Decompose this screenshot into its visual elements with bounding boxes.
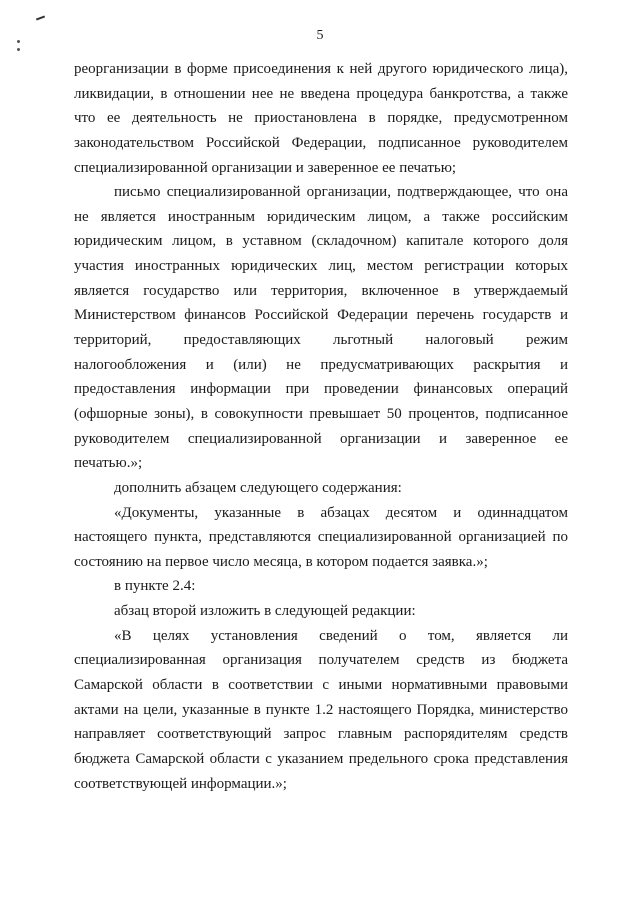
text-line: состоянию на первое число месяца, в котором подается заявка.»;: [74, 553, 488, 570]
page-number: 5: [316, 28, 324, 43]
text-line: Самарской области в соответствии с иными нормативными правовыми: [74, 677, 568, 694]
text-line: направляет соответствующий запрос главным распорядителям средств: [74, 726, 568, 743]
text-line: дополнить абзацем следующего содержания:: [114, 479, 402, 496]
text-line: что ее деятельность не приостановлена в порядке, предусмотренном: [74, 110, 568, 127]
text-line: Министерством финансов Российской Федерации перечень государств и: [74, 307, 568, 324]
text-line: в пункте 2.4:: [114, 578, 196, 595]
text-line: письмо специализированной организации, подтверждающее, что она: [114, 184, 568, 201]
text-line: абзац второй изложить в следующей редакции:: [114, 603, 416, 620]
text-line: (офшорные зоны), в совокупности превышает 50 процентов, подписанное: [74, 405, 568, 422]
text-line: соответствующей информации.»;: [74, 775, 287, 792]
text-line: законодательством Российской Федерации, подписанное руководителем: [74, 134, 568, 151]
text-line: печатью.»;: [74, 455, 143, 472]
text-line: настоящего пункта, представляются специализированной организацией по: [74, 529, 568, 546]
text-line: актами на цели, указанные в пункте 1.2 настоящего Порядка, министерство: [74, 701, 568, 718]
text-line: специализированной организации и заверенное ее печатью;: [74, 159, 457, 176]
margin-mark: [36, 16, 45, 21]
margin-dot: [17, 48, 20, 51]
text-line: предоставления информации при проведении финансовых операций: [74, 381, 568, 398]
text-line: участия иностранных юридических лиц, местом регистрации которых: [74, 258, 568, 275]
text-line: юридическим лицом, в уставном (складочном) капитале которого доля: [74, 233, 568, 250]
text-line: «Документы, указанные в абзацах десятом и одиннадцатом: [114, 504, 568, 521]
text-line: специализированная организация получателем средств из бюджета: [74, 652, 568, 669]
text-line: налогообложения и (или) не предусматривающих раскрытия и: [74, 356, 568, 373]
text-line: реорганизации в форме присоединения к ней другого юридического лица),: [74, 61, 568, 77]
text-line: ликвидации, в отношении нее не введена процедура банкротства, а также: [74, 85, 568, 102]
text-line: не является иностранным юридическим лицом, а также российским: [74, 208, 568, 225]
text-line: бюджета Самарской области с указанием предельного срока представления: [74, 750, 568, 767]
text-line: является государство или территория, включенное в утверждаемый: [74, 282, 568, 299]
text-line: «В целях установления сведений о том, является ли: [114, 627, 568, 644]
document-body: [74, 57, 568, 796]
text-line: территорий, предоставляющих льготный налоговый режим: [74, 332, 568, 349]
text-line: руководителем специализированной организации и заверенное ее: [74, 430, 568, 447]
